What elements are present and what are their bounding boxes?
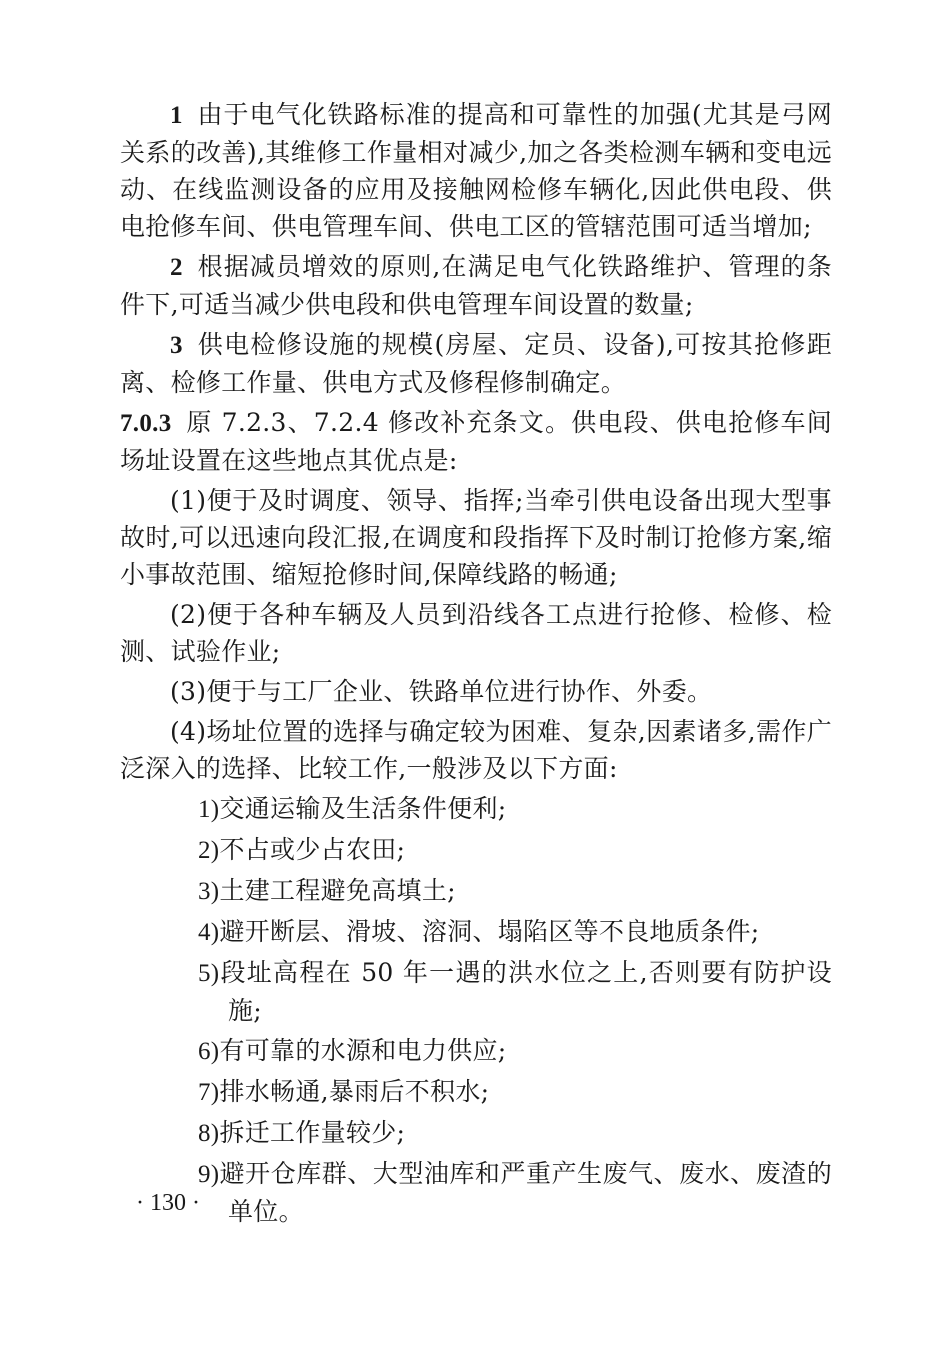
sub-item-number: 4) <box>198 919 220 946</box>
sub-item-8 <box>120 1114 832 1152</box>
point-4 <box>120 713 832 787</box>
point-text: (4)场址位置的选择与确定较为困难、复杂,因素诸多,需作广泛深入的选择、比较工作,一般涉及以下方面: <box>120 717 832 783</box>
sub-item-5 <box>120 954 832 1029</box>
item-number: 1 <box>170 102 183 129</box>
sub-item-6 <box>120 1032 832 1070</box>
sub-item-number: 7) <box>198 1079 220 1106</box>
item-number: 2 <box>170 254 183 281</box>
sub-item-number: 5) <box>198 960 220 987</box>
sub-item-number: 9) <box>198 1161 220 1188</box>
sub-item-text: 不占或少占农田; <box>219 835 406 864</box>
sub-item-number: 3) <box>198 878 220 905</box>
point-1 <box>120 482 832 593</box>
sub-item-number: 2) <box>198 837 220 864</box>
sub-item-1 <box>120 790 832 828</box>
sub-item-number: 6) <box>198 1038 220 1065</box>
sub-item-text: 交通运输及生活条件便利; <box>219 794 507 823</box>
sub-item-2 <box>120 831 832 869</box>
sub-item-number: 8) <box>198 1120 220 1147</box>
numbered-item-3 <box>120 326 832 401</box>
sub-item-9 <box>120 1155 832 1230</box>
page-number: · 130 · <box>136 1190 200 1216</box>
sub-item-text: 拆迁工作量较少; <box>219 1118 406 1147</box>
item-text: 根据减员增效的原则,在满足电气化铁路维护、管理的条件下,可适当减少供电段和供电管理车间设置的数量; <box>120 252 832 319</box>
sub-item-7 <box>120 1073 832 1111</box>
numbered-item-1 <box>120 96 832 245</box>
sub-item-text: 土建工程避免高填土; <box>219 876 456 905</box>
sub-item-text: 有可靠的水源和电力供应; <box>219 1036 507 1065</box>
item-text: 供电检修设施的规模(房屋、定员、设备),可按其抢修距离、检修工作量、供电方式及修程修制确定。 <box>120 330 832 397</box>
sub-item-text: 排水畅通,暴雨后不积水; <box>219 1077 490 1106</box>
clause-7-0-3 <box>120 404 832 479</box>
item-number: 3 <box>170 332 183 359</box>
point-text: (3)便于与工厂企业、铁路单位进行协作、外委。 <box>170 677 713 706</box>
sub-item-3 <box>120 872 832 910</box>
sub-item-number: 1) <box>198 796 220 823</box>
clause-text: 原 7.2.3、7.2.4 修改补充条文。供电段、供电抢修车间场址设置在这些地点其优点是: <box>120 408 832 475</box>
numbered-item-2 <box>120 248 832 323</box>
sub-item-text: 避开仓库群、大型油库和严重产生废气、废水、废渣的单位。 <box>219 1159 832 1226</box>
document-body <box>120 96 832 1233</box>
point-text: (2)便于各种车辆及人员到沿线各工点进行抢修、检修、检测、试验作业; <box>120 600 832 666</box>
point-2 <box>120 596 832 670</box>
sub-item-4 <box>120 913 832 951</box>
clause-number: 7.0.3 <box>120 410 172 437</box>
item-text: 由于电气化铁路标准的提高和可靠性的加强(尤其是弓网关系的改善),其维修工作量相对减少,加之各类检测车辆和变电远动、在线监测设备的应用及接触网检修车辆化,因此供电段、供电抢修车间、供电管理车间、供电工区的管辖范围可适当增加; <box>120 100 832 241</box>
point-3 <box>120 673 832 710</box>
point-text: (1)便于及时调度、领导、指挥;当牵引供电设备出现大型事故时,可以迅速向段汇报,在调度和段指挥下及时制订抢修方案,缩小事故范围、缩短抢修时间,保障线路的畅通; <box>120 486 832 589</box>
sub-item-text: 避开断层、滑坡、溶洞、塌陷区等不良地质条件; <box>219 917 760 946</box>
sub-item-text: 段址高程在 50 年一遇的洪水位之上,否则要有防护设施; <box>219 958 832 1025</box>
